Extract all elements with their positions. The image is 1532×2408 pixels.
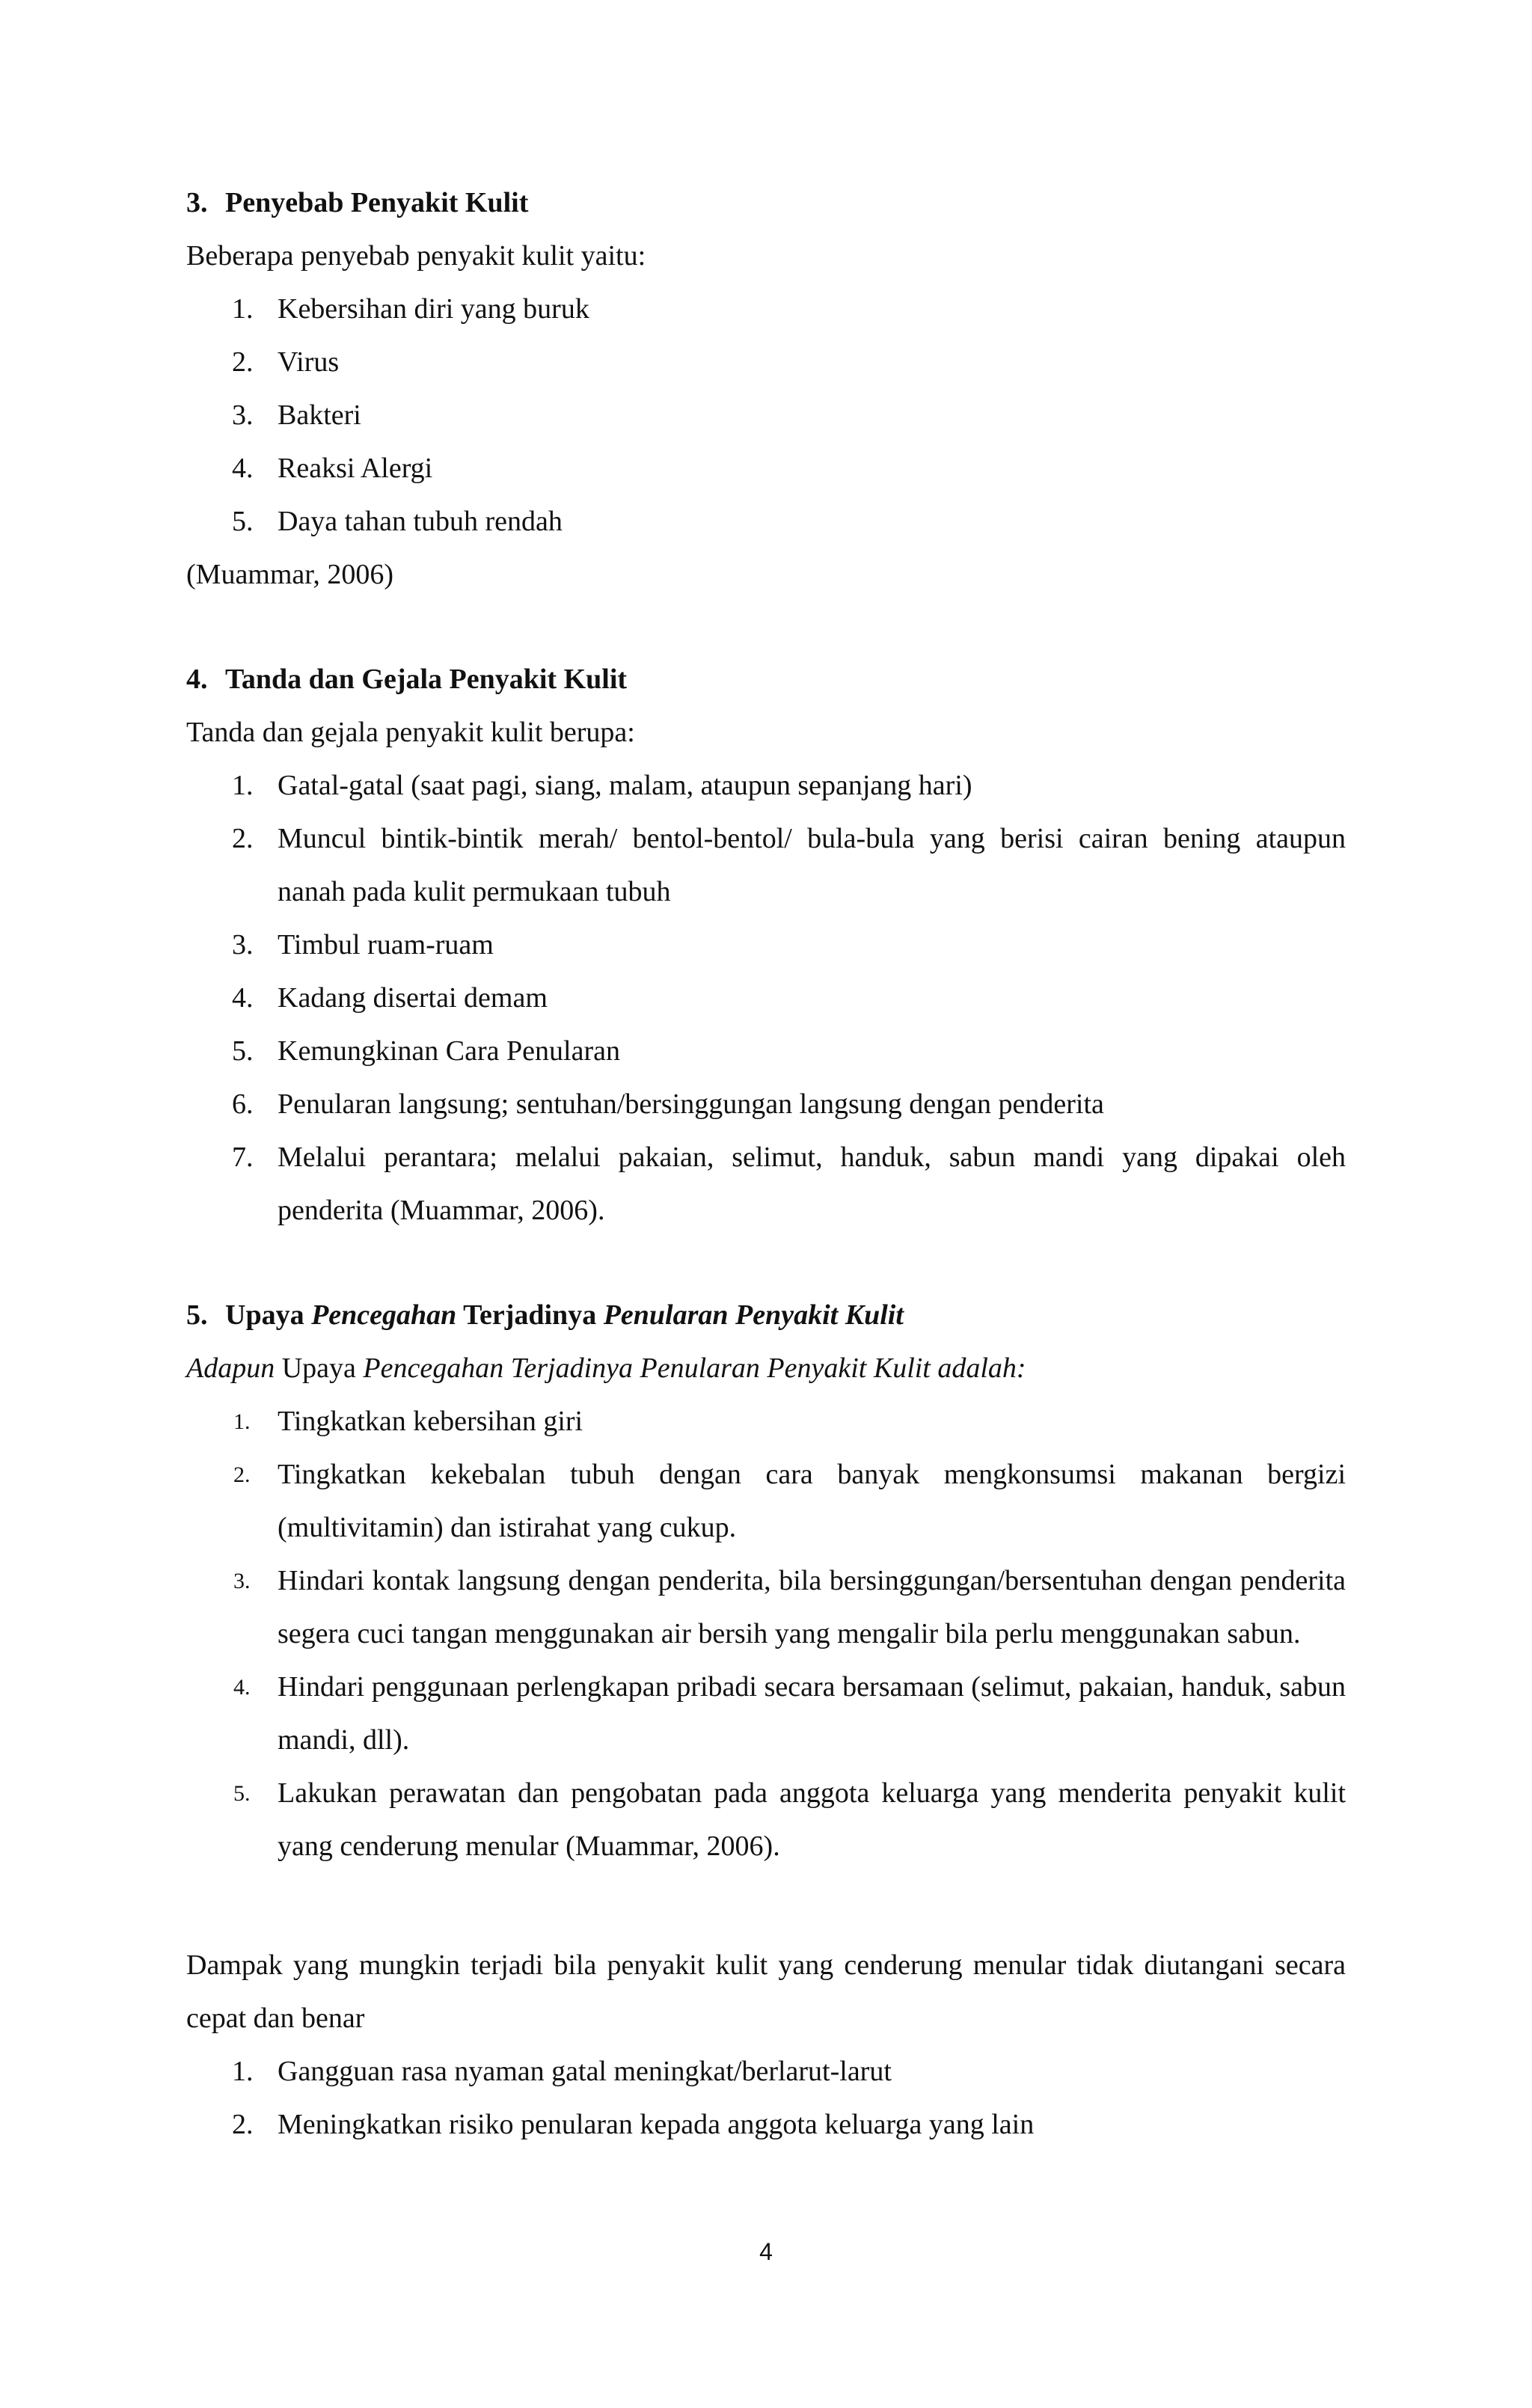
list-item: [186, 1025, 1346, 1078]
list-text: Timbul ruam-ruam: [278, 929, 494, 961]
section-number: 5.: [186, 1299, 208, 1331]
list-item: [186, 812, 1346, 919]
list-number: 4.: [232, 982, 254, 1014]
section-penyebab: [186, 177, 1346, 601]
list-number: 7.: [232, 1142, 254, 1173]
list-item: [186, 972, 1346, 1025]
intro-italic: Adapun: [186, 1352, 275, 1384]
list-number: 1.: [232, 2056, 254, 2087]
list-number: 5.: [233, 1781, 251, 1806]
list-item: [186, 283, 1346, 336]
list-number: 5.: [232, 1035, 254, 1067]
section-title-italic: Penularan Penyakit Kulit: [603, 1299, 904, 1331]
list-item: [186, 1078, 1346, 1131]
list-item: [186, 2098, 1346, 2151]
section-intro: [186, 1342, 1346, 1395]
list-item: [186, 1661, 1346, 1767]
list-text: Meningkatkan risiko penularan kepada anggota keluarga yang lain: [278, 2109, 1035, 2140]
intro-italic: Pencegahan Terjadinya Penularan Penyakit Kulit adalah:: [363, 1352, 1026, 1384]
section-heading: [186, 177, 1346, 230]
list-item: [186, 1448, 1346, 1554]
section-title-italic: Pencegahan: [311, 1299, 457, 1331]
list-text: Hindari kontak langsung dengan penderita, bila bersinggungan/bersentuhan dengan penderita segera cuci tangan menggunakan air bersih yang mengalir bila perlu menggunakan sabun.: [278, 1565, 1346, 1649]
list-item: [186, 442, 1346, 495]
list-text: Bakteri: [278, 399, 361, 431]
list-number: 1.: [233, 1409, 251, 1434]
list-number: 2.: [232, 823, 254, 854]
list-item: [186, 1767, 1346, 1873]
prevention-list: [186, 1395, 1346, 1873]
intro-normal: Upaya: [281, 1352, 356, 1384]
section-title-part: Terjadinya: [463, 1299, 597, 1331]
list-number: 3.: [233, 1569, 251, 1593]
list-item: [186, 1554, 1346, 1661]
cause-list: [186, 283, 1346, 548]
list-number: 6.: [232, 1088, 254, 1120]
list-text: Tingkatkan kekebalan tubuh dengan cara banyak mengkonsumsi makanan bergizi (multivitamin) dan istirahat yang cukup.: [278, 1459, 1346, 1543]
section-title: Tanda dan Gejala Penyakit Kulit: [225, 664, 628, 695]
list-number: 5.: [232, 506, 254, 537]
list-number: 3.: [232, 929, 254, 961]
list-text: Kemungkinan Cara Penularan: [278, 1035, 620, 1067]
section-title-part: Upaya: [225, 1299, 304, 1331]
list-text: Muncul bintik-bintik merah/ bentol-bentol/ bula-bula yang berisi cairan bening ataupun nanah pada kulit permukaan tubuh: [278, 823, 1346, 907]
list-item: [186, 919, 1346, 972]
list-text: Kadang disertai demam: [278, 982, 548, 1014]
list-number: 4.: [233, 1675, 251, 1700]
document-page: [186, 177, 1346, 2151]
list-text: Gatal-gatal (saat pagi, siang, malam, ataupun sepanjang hari): [278, 770, 972, 801]
section-intro: Beberapa penyebab penyakit kulit yaitu:: [186, 240, 646, 272]
list-item: [186, 2045, 1346, 2098]
section-tanda-gejala: [186, 653, 1346, 1237]
list-text: Gangguan rasa nyaman gatal meningkat/berlarut-larut: [278, 2056, 892, 2087]
list-item: [186, 759, 1346, 812]
symptom-list: [186, 759, 1346, 1237]
list-text: Virus: [278, 346, 340, 378]
list-number: 1.: [232, 293, 254, 325]
list-number: 2.: [233, 1462, 251, 1487]
list-number: 4.: [232, 453, 254, 484]
list-text: Hindari penggunaan perlengkapan pribadi secara bersamaan (selimut, pakaian, handuk, sabun mandi, dll).: [278, 1671, 1346, 1756]
list-text: Kebersihan diri yang buruk: [278, 293, 589, 325]
impact-paragraph: Dampak yang mungkin terjadi bila penyakit kulit yang cenderung menular tidak diutangani secara cepat dan benar: [186, 1949, 1346, 2034]
section-upaya-pencegahan: [186, 1289, 1346, 1873]
list-number: 1.: [232, 770, 254, 801]
section-dampak: [186, 1939, 1346, 2151]
list-text: Daya tahan tubuh rendah: [278, 506, 563, 537]
citation: (Muammar, 2006): [186, 559, 394, 590]
section-heading: [186, 653, 1346, 706]
list-item: [186, 1395, 1346, 1448]
section-heading: [186, 1289, 1346, 1342]
list-number: 2.: [232, 346, 254, 378]
section-title: Penyebab Penyakit Kulit: [225, 187, 529, 218]
list-item: [186, 1131, 1346, 1237]
list-text: Lakukan perawatan dan pengobatan pada anggota keluarga yang menderita penyakit kulit yang cenderung menular (Muammar, 2006).: [278, 1777, 1346, 1862]
list-item: [186, 389, 1346, 442]
list-item: [186, 495, 1346, 548]
list-text: Melalui perantara; melalui pakaian, selimut, handuk, sabun mandi yang dipakai oleh penderita (Muammar, 2006).: [278, 1142, 1346, 1226]
list-number: 2.: [232, 2109, 254, 2140]
list-number: 3.: [232, 399, 254, 431]
section-number: 3.: [186, 187, 208, 218]
list-text: Tingkatkan kebersihan giri: [278, 1406, 583, 1437]
section-intro: Tanda dan gejala penyakit kulit berupa:: [186, 717, 635, 748]
list-text: Reaksi Alergi: [278, 453, 433, 484]
list-text: Penularan langsung; sentuhan/bersinggungan langsung dengan penderita: [278, 1088, 1104, 1120]
impact-list: [186, 2045, 1346, 2151]
list-item: [186, 336, 1346, 389]
page-number: 4: [759, 2238, 773, 2265]
section-number: 4.: [186, 664, 208, 695]
